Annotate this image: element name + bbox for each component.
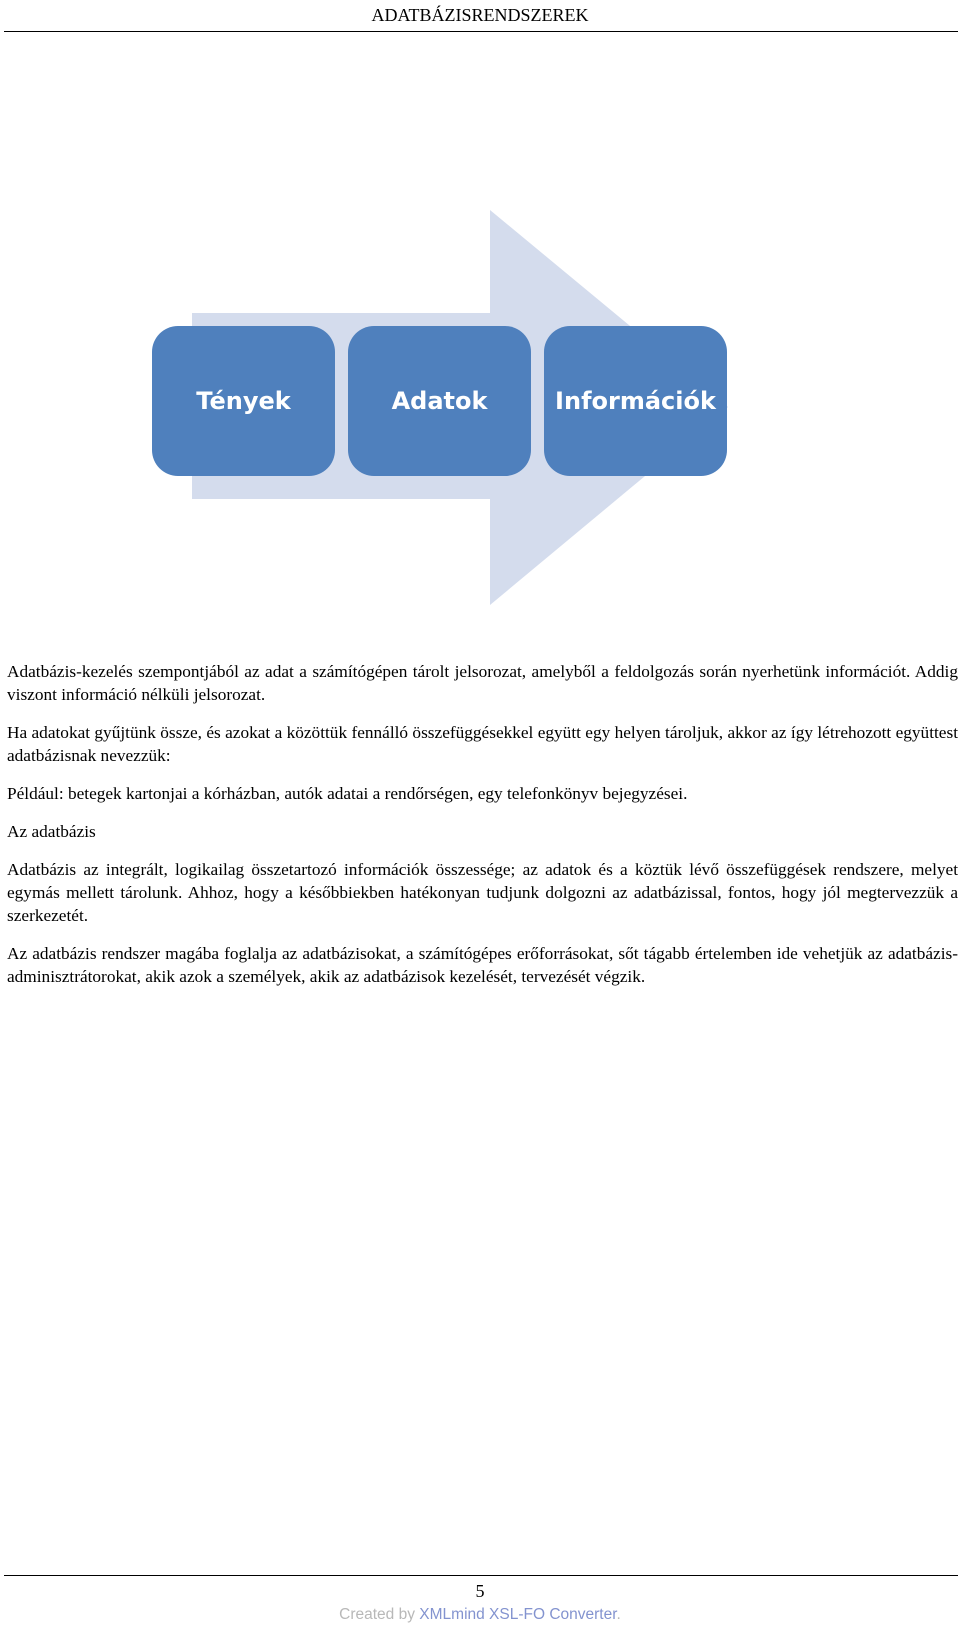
creator-suffix: .	[616, 1606, 621, 1623]
paragraph-database-definition: Ha adatokat gyűjtünk össze, és azokat a közöttük fennálló összefüggésekkel együtt egy helyen tároljuk, akkor az így létrehozott együttest adatbázisnak nevezzük:	[7, 723, 958, 765]
box-adatok	[348, 326, 531, 476]
diagram-svg	[150, 210, 760, 620]
running-header	[0, 0, 960, 33]
header-rule	[4, 31, 958, 32]
paragraph-data-definition: Adatbázis-kezelés szempontjából az adat a számítógépen tárolt jelsorozat, amelyből a feldolgozás során nyerhetünk információt. Addig viszont információ nélküli jelsorozat.	[7, 662, 958, 704]
creator-brand: XMLmind XSL-FO Converter	[419, 1606, 617, 1623]
box-label-informaciok: Információk	[555, 387, 716, 415]
section-heading-az-adatbazis: Az adatbázis	[7, 822, 96, 841]
box-tenyek	[152, 326, 335, 476]
paragraph-database-system: Az adatbázis rendszer magába foglalja az adatbázisokat, a számítógépes erőforrásokat, sőt tágabb értelemben ide vehetjük az adatbázis-adminisztrátorokat, akik azok a személyek, akik az adatbázisok kezelését, tervezését végzik.	[7, 944, 958, 986]
creator-note	[0, 1605, 960, 1625]
creator-prefix: Created by	[339, 1606, 420, 1623]
box-informaciok	[544, 326, 727, 476]
facts-data-information-diagram	[150, 210, 760, 620]
box-label-tenyek: Tények	[196, 387, 291, 415]
footer-rule	[4, 1575, 958, 1576]
box-label-adatok: Adatok	[391, 387, 488, 415]
header-title: ADATBÁZISRENDSZEREK	[371, 5, 589, 25]
page-number: 5	[475, 1581, 485, 1601]
paragraph-examples: Például: betegek kartonjai a kórházban, autók adatai a rendőrségen, egy telefonkönyv bejegyzései.	[7, 784, 688, 803]
body-text	[7, 660, 958, 1003]
paragraph-integrated-information: Adatbázis az integrált, logikailag összetartozó információk összessége; az adatok és a köztük lévő összefüggések rendszere, melyet egymás mellett tárolunk. Ahhoz, hogy a későbbiekben hatékonyan tudjunk dolgozni az adatbázissal, fontos, hogy jól megtervezzük a szerkezetét.	[7, 860, 958, 925]
